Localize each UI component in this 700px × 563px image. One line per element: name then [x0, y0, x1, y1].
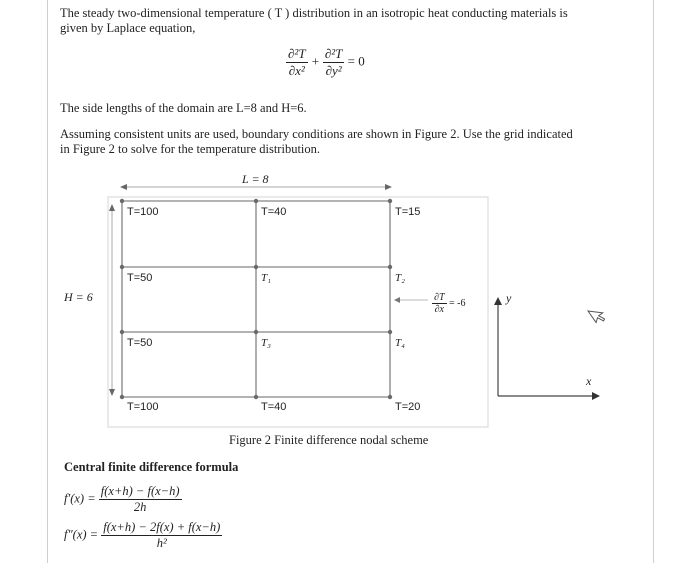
- equals-zero: = 0: [347, 53, 365, 69]
- formula-heading: Central finite difference formula: [64, 460, 239, 474]
- height-arrow-bottom: [109, 389, 115, 396]
- x-axis-label: x: [586, 374, 592, 388]
- intro-line-1: The steady two-dimensional temperature ( T ) distribution in an isotropic heat conducting materials is: [60, 6, 568, 20]
- f1-fraction: [99, 484, 182, 515]
- flux-value: = -6: [449, 297, 466, 309]
- f2-denominator: h²: [156, 536, 167, 550]
- y-axis-label: y: [506, 291, 512, 305]
- x-axis-arrow: [592, 392, 600, 400]
- length-label: L = 8: [242, 172, 269, 186]
- f1-denominator: 2h: [133, 500, 147, 514]
- node-r3c1: T=40: [261, 401, 287, 413]
- assume-line-1: Assuming consistent units are used, boundary conditions are shown in Figure 2. Use the grid indicated: [60, 127, 573, 141]
- term2-numerator: ∂²T: [324, 46, 343, 61]
- intro-line-2: given by Laplace equation,: [60, 21, 196, 35]
- term1-denominator: ∂x²: [288, 63, 305, 78]
- grid-lines: [122, 201, 390, 397]
- figure-caption: Figure 2 Finite difference nodal scheme: [229, 433, 429, 447]
- second-derivative-formula: [64, 520, 222, 551]
- f2-fraction: [101, 520, 222, 551]
- side-lengths-text: The side lengths of the domain are L=8 and H=6.: [60, 101, 307, 115]
- node-r0c2: T=15: [395, 206, 421, 218]
- node-r3c2: T=20: [395, 401, 421, 413]
- node-r0c1: T=40: [261, 206, 287, 218]
- term2-denominator: ∂y²: [325, 63, 342, 78]
- term1-numerator: ∂²T: [288, 46, 306, 61]
- height-label: H = 6: [64, 290, 93, 304]
- flux-arrow: [394, 297, 400, 303]
- flux-numerator: ∂T: [434, 292, 445, 303]
- f2-lhs: f″(x) =: [64, 527, 99, 542]
- node-r1c0: T=50: [127, 272, 153, 284]
- length-arrow-left: [120, 184, 127, 190]
- assume-line-2: in Figure 2 to solve for the temperature distribution.: [60, 142, 321, 156]
- node-T1: T₁: [261, 272, 271, 284]
- f2-numerator: f(x+h) − 2f(x) + f(x−h): [103, 520, 221, 534]
- first-derivative-formula: [64, 484, 182, 515]
- f1-numerator: f(x+h) − f(x−h): [100, 484, 180, 498]
- y-axis-arrow: [494, 297, 502, 305]
- flux-fraction: [432, 292, 447, 315]
- node-r2c0: T=50: [127, 337, 153, 349]
- node-T2: T₂: [395, 272, 405, 284]
- height-arrow-top: [109, 204, 115, 211]
- plus-sign: +: [310, 53, 320, 69]
- f1-lhs: f′(x) =: [64, 491, 96, 506]
- node-r3c0: T=100: [127, 401, 159, 413]
- node-T4: T₄: [395, 337, 405, 349]
- length-arrow-right: [385, 184, 392, 190]
- node-r0c0: T=100: [127, 206, 159, 218]
- figure-outer-frame: [108, 197, 488, 427]
- hand-cursor-icon: [588, 305, 607, 325]
- flux-bc: [432, 292, 466, 315]
- flux-denominator: ∂x: [434, 304, 444, 315]
- node-T3: T₃: [261, 337, 271, 349]
